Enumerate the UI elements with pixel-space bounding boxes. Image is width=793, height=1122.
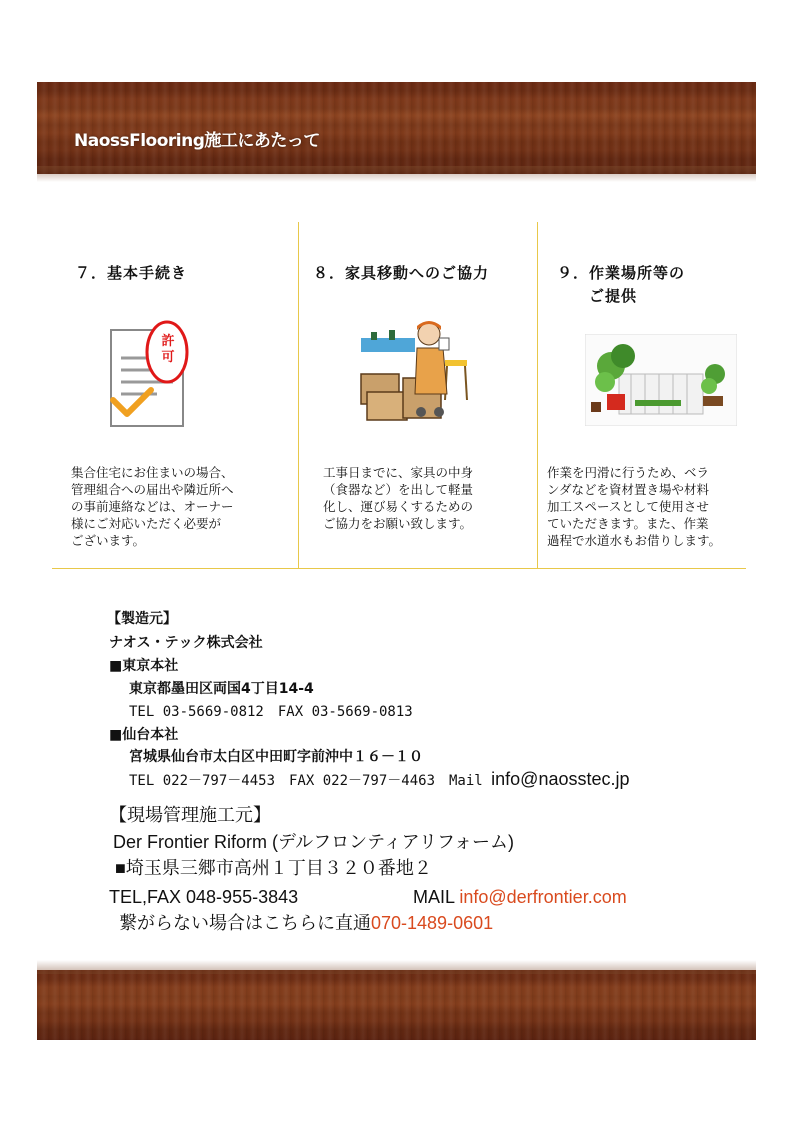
text-line: ていただきます。また、作業 [547, 516, 709, 531]
stamp-permit-text: 許可 [161, 334, 175, 365]
sendai-phone: TEL 022－797－4453 FAX 022－797－4463 Mail [129, 773, 492, 789]
contractor-name: Der Frontier Riform (デルフロンティアリフォーム) [113, 832, 515, 852]
column-title-workspace [557, 262, 685, 308]
text-line: 集合住宅にお住まいの場合、 [71, 465, 234, 480]
mail-label: MAIL [413, 887, 455, 907]
column-divider [537, 222, 538, 568]
contractor-mail [413, 884, 627, 910]
contractor-address: ■埼玉県三郷市高州１丁目３２０番地２ [115, 858, 432, 878]
sendai-email-link[interactable]: info@naosstec.jp [491, 769, 630, 789]
column-text-procedures [71, 464, 234, 549]
sendai-address: 宮城県仙台市太白区中田町字前沖中１６－１０ [129, 749, 423, 765]
title-line: ご提供 [589, 287, 638, 305]
text-line: 加工スペースとして使用させ [547, 499, 709, 514]
tokyo-address: 東京都墨田区両国4丁目14-4 [129, 681, 314, 697]
contractor-direct [119, 910, 493, 936]
banner-title: NaossFlooring施工にあたって [74, 131, 320, 151]
sendai-contact [129, 768, 630, 792]
column-title-furniture: ８．家具移動へのご協力 [313, 264, 490, 282]
text-line: ンダなどを資材置き場や材料 [547, 482, 710, 497]
section-divider [52, 568, 746, 569]
text-line: ございます。 [71, 533, 146, 548]
veranda-plants-photo [585, 334, 737, 426]
maker-company: ナオス・テック株式会社 [109, 635, 263, 651]
text-line: 化し、運び易くするための [323, 499, 474, 514]
text-line: 作業を円滑に行うため、ベラ [547, 465, 710, 480]
text-line: 工事日までに、家具の中身 [323, 465, 474, 480]
wood-footer-banner [37, 970, 756, 1040]
column-title-procedures: ７．基本手続き [75, 264, 188, 282]
text-line: 過程で水道水もお借りします。 [547, 533, 722, 548]
column-text-furniture [323, 464, 473, 532]
contractor-email-link[interactable]: info@derfrontier.com [459, 887, 627, 907]
direct-label: 繋がらない場合はこちらに直通 [119, 913, 371, 933]
text-line: 管理組合への届出や隣近所へ [71, 482, 234, 497]
flyer-page [37, 82, 756, 1040]
text-line: 様にご対応いただく必要が [71, 516, 222, 531]
tokyo-phone: TEL 03-5669-0812 FAX 03-5669-0813 [129, 704, 413, 720]
tokyo-office-heading: ■東京本社 [109, 658, 179, 674]
column-text-workspace [547, 464, 721, 549]
moving-boxes-illustration [359, 320, 471, 424]
text-line: の事前連絡などは、オーナー [71, 499, 234, 514]
title-line: ９．作業場所等の [557, 264, 686, 282]
maker-heading: 【製造元】 [107, 611, 177, 627]
contractor-telfax: TEL,FAX 048-955-3843 [109, 887, 299, 907]
sendai-office-heading: ■仙台本社 [109, 727, 179, 743]
column-divider [298, 222, 299, 568]
contractor-heading: 【現場管理施工元】 [109, 805, 271, 825]
wood-header-banner [37, 82, 756, 174]
permit-document-icon [107, 314, 199, 430]
text-line: （食器など）を出して軽量 [323, 482, 474, 497]
text-line: ご協力をお願い致します。 [323, 516, 473, 531]
direct-phone-link[interactable]: 070-1489-0601 [371, 913, 494, 933]
